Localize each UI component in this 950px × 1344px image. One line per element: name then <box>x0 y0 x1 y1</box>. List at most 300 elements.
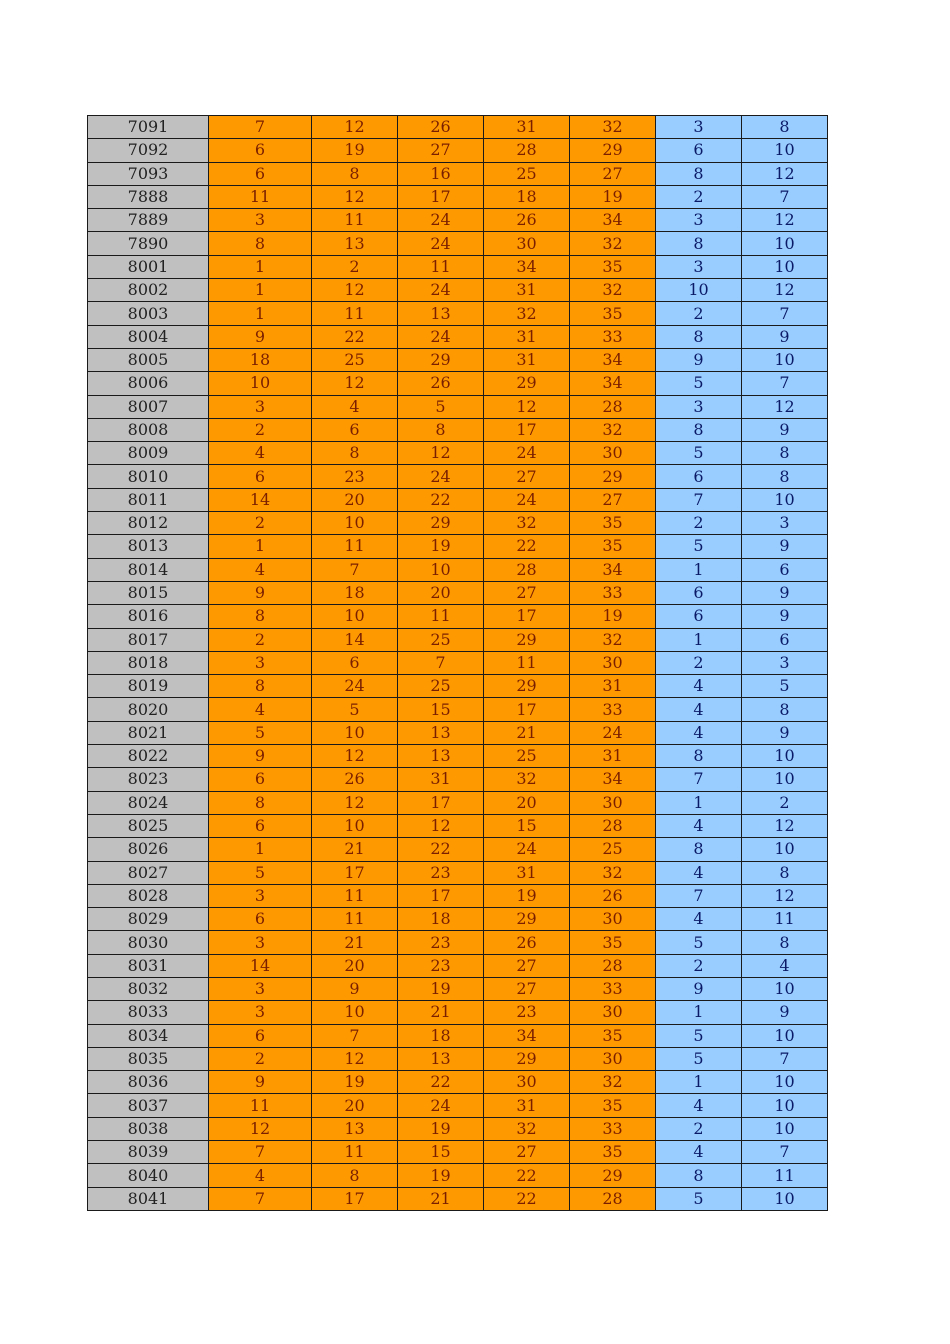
blue-number-cell: 8 <box>656 745 742 768</box>
red-number-cell: 29 <box>398 512 484 535</box>
red-number-cell: 19 <box>570 185 656 208</box>
red-number-cell: 32 <box>484 1117 570 1140</box>
issue-number-cell: 8011 <box>88 488 209 511</box>
red-number-cell: 1 <box>209 279 312 302</box>
red-number-cell: 1 <box>209 535 312 558</box>
red-number-cell: 19 <box>570 605 656 628</box>
red-number-cell: 26 <box>484 931 570 954</box>
red-number-cell: 13 <box>312 1117 398 1140</box>
blue-number-cell: 11 <box>742 908 828 931</box>
issue-number-cell: 8024 <box>88 791 209 814</box>
red-number-cell: 9 <box>209 325 312 348</box>
table-row <box>88 884 828 907</box>
red-number-cell: 32 <box>570 861 656 884</box>
blue-number-cell: 9 <box>742 1001 828 1024</box>
red-number-cell: 10 <box>312 605 398 628</box>
table-row <box>88 721 828 744</box>
red-number-cell: 27 <box>484 465 570 488</box>
red-number-cell: 9 <box>209 1071 312 1094</box>
table-row <box>88 488 828 511</box>
red-number-cell: 19 <box>484 884 570 907</box>
red-number-cell: 30 <box>570 791 656 814</box>
red-number-cell: 31 <box>398 768 484 791</box>
blue-number-cell: 6 <box>742 628 828 651</box>
issue-number-cell: 8015 <box>88 581 209 604</box>
red-number-cell: 29 <box>484 675 570 698</box>
blue-number-cell: 2 <box>656 954 742 977</box>
red-number-cell: 6 <box>209 1024 312 1047</box>
table-row <box>88 372 828 395</box>
red-number-cell: 5 <box>209 721 312 744</box>
red-number-cell: 24 <box>570 721 656 744</box>
blue-number-cell: 7 <box>656 884 742 907</box>
blue-number-cell: 1 <box>656 558 742 581</box>
blue-number-cell: 8 <box>742 465 828 488</box>
blue-number-cell: 4 <box>742 954 828 977</box>
red-number-cell: 5 <box>209 861 312 884</box>
blue-number-cell: 10 <box>742 255 828 278</box>
blue-number-cell: 6 <box>656 139 742 162</box>
red-number-cell: 17 <box>312 861 398 884</box>
blue-number-cell: 9 <box>656 977 742 1000</box>
red-number-cell: 21 <box>398 1187 484 1210</box>
issue-number-cell: 8004 <box>88 325 209 348</box>
red-number-cell: 24 <box>398 325 484 348</box>
blue-number-cell: 2 <box>656 512 742 535</box>
issue-number-cell: 8034 <box>88 1024 209 1047</box>
red-number-cell: 21 <box>484 721 570 744</box>
blue-number-cell: 6 <box>742 558 828 581</box>
red-number-cell: 18 <box>398 1024 484 1047</box>
table-row <box>88 279 828 302</box>
issue-number-cell: 8021 <box>88 721 209 744</box>
blue-number-cell: 6 <box>656 581 742 604</box>
table-row <box>88 558 828 581</box>
red-number-cell: 30 <box>570 908 656 931</box>
red-number-cell: 34 <box>570 209 656 232</box>
table-row <box>88 768 828 791</box>
red-number-cell: 32 <box>570 628 656 651</box>
blue-number-cell: 10 <box>742 1094 828 1117</box>
issue-number-cell: 8012 <box>88 512 209 535</box>
issue-number-cell: 8020 <box>88 698 209 721</box>
blue-number-cell: 10 <box>742 977 828 1000</box>
red-number-cell: 33 <box>570 1117 656 1140</box>
red-number-cell: 17 <box>398 791 484 814</box>
issue-number-cell: 8032 <box>88 977 209 1000</box>
red-number-cell: 10 <box>312 1001 398 1024</box>
red-number-cell: 27 <box>570 162 656 185</box>
issue-number-cell: 8026 <box>88 838 209 861</box>
red-number-cell: 19 <box>312 1071 398 1094</box>
red-number-cell: 3 <box>209 209 312 232</box>
red-number-cell: 29 <box>484 628 570 651</box>
red-number-cell: 23 <box>484 1001 570 1024</box>
table-row <box>88 1001 828 1024</box>
table-row <box>88 861 828 884</box>
red-number-cell: 7 <box>209 1141 312 1164</box>
blue-number-cell: 12 <box>742 279 828 302</box>
issue-number-cell: 7092 <box>88 139 209 162</box>
red-number-cell: 35 <box>570 512 656 535</box>
blue-number-cell: 3 <box>656 255 742 278</box>
blue-number-cell: 3 <box>656 116 742 139</box>
red-number-cell: 27 <box>570 488 656 511</box>
red-number-cell: 18 <box>484 185 570 208</box>
red-number-cell: 7 <box>398 651 484 674</box>
red-number-cell: 22 <box>484 1187 570 1210</box>
red-number-cell: 11 <box>312 209 398 232</box>
red-number-cell: 34 <box>570 372 656 395</box>
red-number-cell: 4 <box>312 395 398 418</box>
red-number-cell: 31 <box>484 348 570 371</box>
red-number-cell: 31 <box>570 675 656 698</box>
issue-number-cell: 8038 <box>88 1117 209 1140</box>
red-number-cell: 5 <box>398 395 484 418</box>
red-number-cell: 32 <box>570 232 656 255</box>
table-row <box>88 418 828 441</box>
issue-number-cell: 8023 <box>88 768 209 791</box>
red-number-cell: 28 <box>570 814 656 837</box>
red-number-cell: 27 <box>398 139 484 162</box>
red-number-cell: 11 <box>312 1141 398 1164</box>
blue-number-cell: 5 <box>656 1187 742 1210</box>
red-number-cell: 26 <box>398 116 484 139</box>
blue-number-cell: 5 <box>656 931 742 954</box>
red-number-cell: 28 <box>570 395 656 418</box>
blue-number-cell: 5 <box>742 675 828 698</box>
table-row <box>88 908 828 931</box>
blue-number-cell: 10 <box>742 1187 828 1210</box>
red-number-cell: 15 <box>398 1141 484 1164</box>
blue-number-cell: 8 <box>742 698 828 721</box>
red-number-cell: 19 <box>398 977 484 1000</box>
issue-number-cell: 7093 <box>88 162 209 185</box>
issue-number-cell: 8025 <box>88 814 209 837</box>
red-number-cell: 29 <box>398 348 484 371</box>
blue-number-cell: 6 <box>656 465 742 488</box>
red-number-cell: 12 <box>312 372 398 395</box>
red-number-cell: 29 <box>570 139 656 162</box>
red-number-cell: 6 <box>209 465 312 488</box>
red-number-cell: 2 <box>209 1047 312 1070</box>
table-row <box>88 1164 828 1187</box>
blue-number-cell: 8 <box>656 838 742 861</box>
red-number-cell: 30 <box>484 1071 570 1094</box>
red-number-cell: 24 <box>484 488 570 511</box>
blue-number-cell: 1 <box>656 628 742 651</box>
blue-number-cell: 8 <box>656 232 742 255</box>
red-number-cell: 2 <box>209 418 312 441</box>
red-number-cell: 22 <box>398 838 484 861</box>
issue-number-cell: 8008 <box>88 418 209 441</box>
blue-number-cell: 6 <box>656 605 742 628</box>
blue-number-cell: 3 <box>656 209 742 232</box>
issue-number-cell: 8019 <box>88 675 209 698</box>
red-number-cell: 6 <box>312 418 398 441</box>
table-row <box>88 395 828 418</box>
blue-number-cell: 12 <box>742 884 828 907</box>
table-row <box>88 675 828 698</box>
red-number-cell: 32 <box>484 302 570 325</box>
red-number-cell: 19 <box>398 535 484 558</box>
issue-number-cell: 7091 <box>88 116 209 139</box>
red-number-cell: 12 <box>312 791 398 814</box>
red-number-cell: 27 <box>484 581 570 604</box>
blue-number-cell: 5 <box>656 1024 742 1047</box>
blue-number-cell: 9 <box>656 348 742 371</box>
red-number-cell: 19 <box>312 139 398 162</box>
table-row <box>88 1047 828 1070</box>
red-number-cell: 28 <box>570 954 656 977</box>
red-number-cell: 17 <box>484 605 570 628</box>
issue-number-cell: 8016 <box>88 605 209 628</box>
issue-number-cell: 8037 <box>88 1094 209 1117</box>
red-number-cell: 9 <box>209 745 312 768</box>
blue-number-cell: 7 <box>742 372 828 395</box>
red-number-cell: 18 <box>312 581 398 604</box>
table-row <box>88 185 828 208</box>
red-number-cell: 6 <box>209 162 312 185</box>
issue-number-cell: 8002 <box>88 279 209 302</box>
table-row <box>88 255 828 278</box>
red-number-cell: 19 <box>398 1117 484 1140</box>
red-number-cell: 32 <box>484 768 570 791</box>
table-row <box>88 1187 828 1210</box>
red-number-cell: 11 <box>312 302 398 325</box>
table-row <box>88 581 828 604</box>
blue-number-cell: 10 <box>742 1024 828 1047</box>
red-number-cell: 35 <box>570 931 656 954</box>
red-number-cell: 14 <box>209 954 312 977</box>
red-number-cell: 24 <box>398 279 484 302</box>
red-number-cell: 34 <box>570 348 656 371</box>
red-number-cell: 25 <box>570 838 656 861</box>
red-number-cell: 25 <box>398 628 484 651</box>
red-number-cell: 31 <box>484 116 570 139</box>
issue-number-cell: 8033 <box>88 1001 209 1024</box>
red-number-cell: 30 <box>570 1001 656 1024</box>
table-row <box>88 1024 828 1047</box>
red-number-cell: 24 <box>312 675 398 698</box>
table-row <box>88 814 828 837</box>
blue-number-cell: 10 <box>742 488 828 511</box>
red-number-cell: 31 <box>484 1094 570 1117</box>
blue-number-cell: 8 <box>742 442 828 465</box>
blue-number-cell: 2 <box>656 302 742 325</box>
red-number-cell: 3 <box>209 977 312 1000</box>
blue-number-cell: 12 <box>742 209 828 232</box>
red-number-cell: 11 <box>398 255 484 278</box>
table-row <box>88 977 828 1000</box>
blue-number-cell: 8 <box>656 418 742 441</box>
red-number-cell: 7 <box>209 1187 312 1210</box>
red-number-cell: 4 <box>209 442 312 465</box>
issue-number-cell: 8041 <box>88 1187 209 1210</box>
red-number-cell: 28 <box>484 558 570 581</box>
red-number-cell: 34 <box>570 768 656 791</box>
red-number-cell: 17 <box>484 418 570 441</box>
red-number-cell: 13 <box>312 232 398 255</box>
blue-number-cell: 5 <box>656 442 742 465</box>
issue-number-cell: 8007 <box>88 395 209 418</box>
red-number-cell: 28 <box>570 1187 656 1210</box>
blue-number-cell: 10 <box>656 279 742 302</box>
red-number-cell: 2 <box>209 628 312 651</box>
red-number-cell: 23 <box>398 931 484 954</box>
red-number-cell: 21 <box>312 838 398 861</box>
red-number-cell: 30 <box>570 651 656 674</box>
blue-number-cell: 12 <box>742 395 828 418</box>
blue-number-cell: 5 <box>656 535 742 558</box>
red-number-cell: 23 <box>312 465 398 488</box>
red-number-cell: 12 <box>312 745 398 768</box>
table-row <box>88 442 828 465</box>
red-number-cell: 2 <box>209 512 312 535</box>
red-number-cell: 6 <box>312 651 398 674</box>
blue-number-cell: 9 <box>742 325 828 348</box>
red-number-cell: 25 <box>484 745 570 768</box>
red-number-cell: 22 <box>398 488 484 511</box>
blue-number-cell: 10 <box>742 1071 828 1094</box>
blue-number-cell: 4 <box>656 698 742 721</box>
blue-number-cell: 2 <box>742 791 828 814</box>
red-number-cell: 24 <box>398 1094 484 1117</box>
issue-number-cell: 8017 <box>88 628 209 651</box>
red-number-cell: 32 <box>570 116 656 139</box>
blue-number-cell: 5 <box>656 372 742 395</box>
table-row <box>88 651 828 674</box>
red-number-cell: 6 <box>209 814 312 837</box>
issue-number-cell: 8040 <box>88 1164 209 1187</box>
red-number-cell: 17 <box>398 884 484 907</box>
red-number-cell: 25 <box>312 348 398 371</box>
red-number-cell: 24 <box>398 232 484 255</box>
blue-number-cell: 7 <box>742 185 828 208</box>
table-row <box>88 325 828 348</box>
red-number-cell: 35 <box>570 255 656 278</box>
blue-number-cell: 8 <box>742 116 828 139</box>
red-number-cell: 31 <box>484 325 570 348</box>
red-number-cell: 8 <box>312 162 398 185</box>
red-number-cell: 33 <box>570 581 656 604</box>
red-number-cell: 12 <box>398 814 484 837</box>
blue-number-cell: 4 <box>656 1141 742 1164</box>
blue-number-cell: 11 <box>742 1164 828 1187</box>
red-number-cell: 34 <box>570 558 656 581</box>
red-number-cell: 14 <box>312 628 398 651</box>
red-number-cell: 35 <box>570 302 656 325</box>
red-number-cell: 1 <box>209 302 312 325</box>
issue-number-cell: 8031 <box>88 954 209 977</box>
red-number-cell: 12 <box>484 395 570 418</box>
red-number-cell: 33 <box>570 698 656 721</box>
red-number-cell: 30 <box>570 1047 656 1070</box>
blue-number-cell: 7 <box>742 302 828 325</box>
red-number-cell: 13 <box>398 1047 484 1070</box>
table-row <box>88 139 828 162</box>
blue-number-cell: 10 <box>742 1117 828 1140</box>
blue-number-cell: 1 <box>656 1001 742 1024</box>
table-row <box>88 1071 828 1094</box>
red-number-cell: 12 <box>312 116 398 139</box>
red-number-cell: 10 <box>312 512 398 535</box>
red-number-cell: 10 <box>398 558 484 581</box>
red-number-cell: 23 <box>398 954 484 977</box>
issue-number-cell: 8009 <box>88 442 209 465</box>
red-number-cell: 8 <box>312 442 398 465</box>
red-number-cell: 9 <box>209 581 312 604</box>
blue-number-cell: 3 <box>742 512 828 535</box>
table-row <box>88 1117 828 1140</box>
red-number-cell: 35 <box>570 1141 656 1164</box>
red-number-cell: 21 <box>312 931 398 954</box>
red-number-cell: 3 <box>209 651 312 674</box>
red-number-cell: 22 <box>398 1071 484 1094</box>
red-number-cell: 26 <box>484 209 570 232</box>
red-number-cell: 22 <box>484 535 570 558</box>
red-number-cell: 29 <box>484 1047 570 1070</box>
red-number-cell: 3 <box>209 395 312 418</box>
red-number-cell: 28 <box>484 139 570 162</box>
red-number-cell: 12 <box>312 185 398 208</box>
table-row <box>88 1141 828 1164</box>
blue-number-cell: 2 <box>656 185 742 208</box>
red-number-cell: 1 <box>209 838 312 861</box>
red-number-cell: 16 <box>398 162 484 185</box>
blue-number-cell: 3 <box>742 651 828 674</box>
issue-number-cell: 7889 <box>88 209 209 232</box>
red-number-cell: 26 <box>312 768 398 791</box>
red-number-cell: 31 <box>484 861 570 884</box>
red-number-cell: 6 <box>209 139 312 162</box>
blue-number-cell: 8 <box>656 1164 742 1187</box>
red-number-cell: 15 <box>484 814 570 837</box>
red-number-cell: 17 <box>312 1187 398 1210</box>
red-number-cell: 31 <box>570 745 656 768</box>
red-number-cell: 10 <box>312 721 398 744</box>
table-row <box>88 698 828 721</box>
blue-number-cell: 4 <box>656 814 742 837</box>
table-row <box>88 162 828 185</box>
red-number-cell: 7 <box>312 1024 398 1047</box>
red-number-cell: 12 <box>312 279 398 302</box>
red-number-cell: 8 <box>209 675 312 698</box>
red-number-cell: 3 <box>209 1001 312 1024</box>
red-number-cell: 8 <box>209 232 312 255</box>
red-number-cell: 3 <box>209 931 312 954</box>
blue-number-cell: 8 <box>742 861 828 884</box>
red-number-cell: 11 <box>209 185 312 208</box>
red-number-cell: 18 <box>209 348 312 371</box>
red-number-cell: 8 <box>209 605 312 628</box>
red-number-cell: 33 <box>570 977 656 1000</box>
table-row <box>88 348 828 371</box>
red-number-cell: 11 <box>312 908 398 931</box>
red-number-cell: 35 <box>570 1024 656 1047</box>
table-row <box>88 512 828 535</box>
red-number-cell: 9 <box>312 977 398 1000</box>
blue-number-cell: 12 <box>742 814 828 837</box>
table-row <box>88 209 828 232</box>
red-number-cell: 34 <box>484 1024 570 1047</box>
red-number-cell: 25 <box>398 675 484 698</box>
blue-number-cell: 4 <box>656 861 742 884</box>
blue-number-cell: 4 <box>656 908 742 931</box>
blue-number-cell: 2 <box>656 651 742 674</box>
red-number-cell: 20 <box>312 954 398 977</box>
blue-number-cell: 9 <box>742 418 828 441</box>
